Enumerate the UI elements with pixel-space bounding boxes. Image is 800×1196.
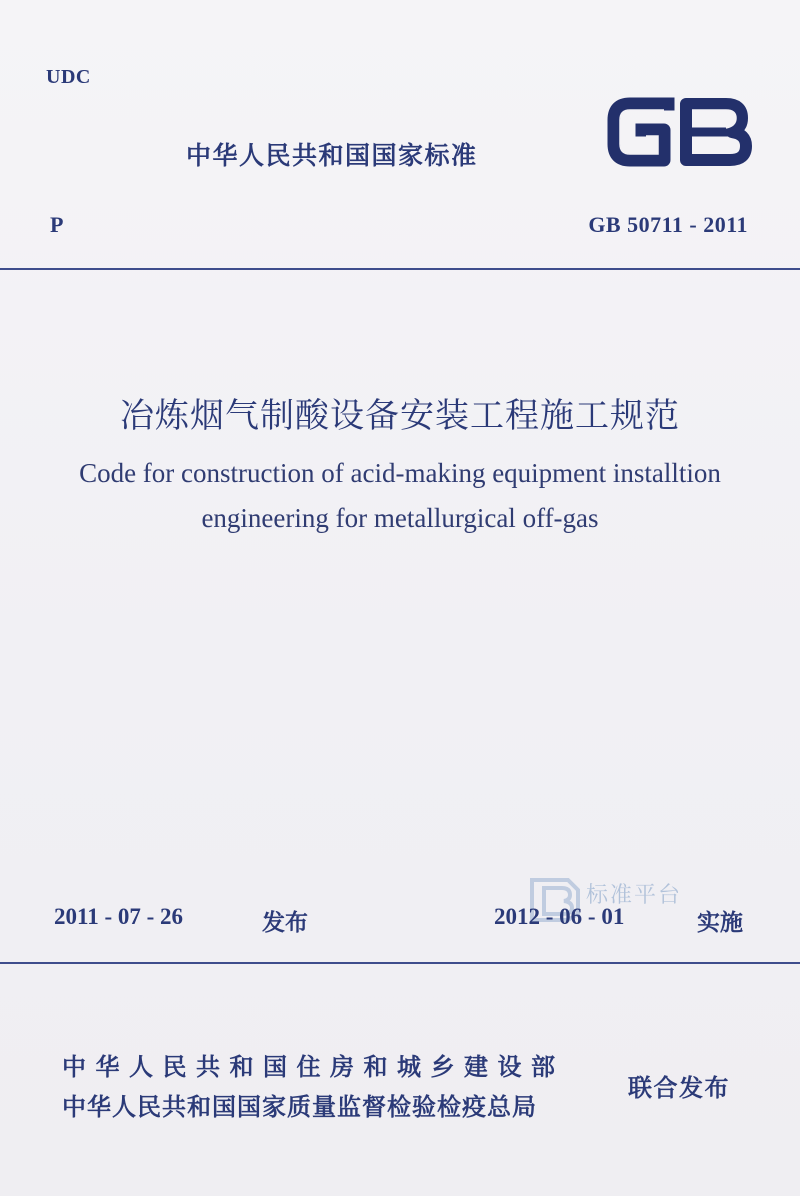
title-english-line1: Code for construction of acid-making equipment installtion [79, 458, 721, 488]
top-divider [0, 268, 800, 270]
title-chinese: 冶炼烟气制酸设备安装工程施工规范 [120, 396, 680, 436]
national-standard-heading: 中华人民共和国国家标准 [186, 141, 478, 170]
issue-date: 2011 - 07 - 26 [54, 904, 184, 929]
implementation-label: 实施 [697, 910, 743, 936]
implementation-date: 2012 - 06 - 01 [494, 904, 625, 929]
category-code: P [50, 212, 64, 237]
bottom-divider [0, 962, 800, 964]
watermark-text: 标准平台 [586, 883, 683, 908]
title-english-line2: engineering for metallurgical off-gas [201, 503, 599, 533]
issue-label: 发布 [262, 910, 308, 936]
publisher-ministry-housing: 中华人民共和国住房和城乡建设部 [62, 1053, 565, 1081]
udc-label: UDC [46, 66, 91, 88]
gb-logo [606, 92, 756, 172]
publisher-quality-supervision: 中华人民共和国国家质量监督检验检疫总局 [62, 1093, 537, 1121]
joint-issue-label: 联合发布 [628, 1074, 730, 1102]
standard-number: GB 50711 - 2011 [588, 212, 748, 237]
